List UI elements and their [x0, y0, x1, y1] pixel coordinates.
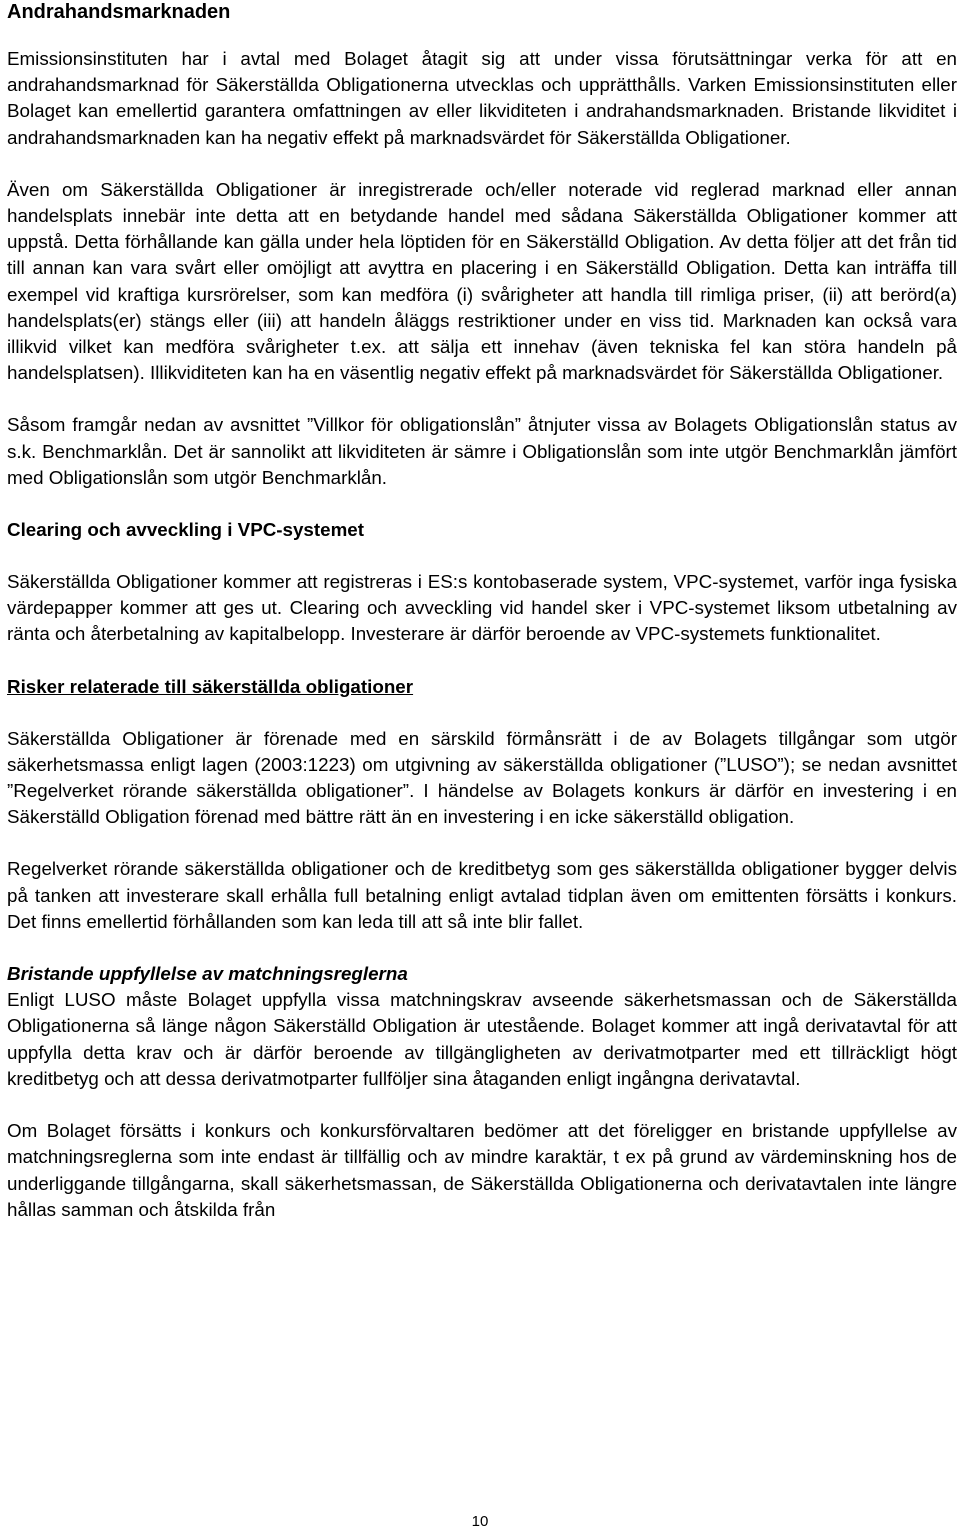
paragraph-matching-requirements: Enligt LUSO måste Bolaget uppfylla vissa matchningskrav avseende säkerhetsmassan och de Säkerställda Obligationerna så länge någon Säkerställd Obligation är utestående. Bolaget kommer att ingå derivatavtal för att uppfylla detta krav och är därför beroende av tillgängligheten av derivatmotparter med ett tillräckligt högt kreditbetyg och att dessa derivatmotparter fullföljer sina åtaganden enligt ingångna derivatavtal.	[7, 989, 957, 1089]
heading-matching-rules: Bristande uppfyllelse av matchningsreglerna	[7, 963, 408, 985]
heading-risks-covered-bonds: Risker relaterade till säkerställda obligationer	[7, 675, 414, 697]
page-number: 10	[471, 1513, 489, 1530]
document-page	[7, 0, 957, 1223]
paragraph-benchmark-loans: Såsom framgår nedan av avsnittet ”Villkor för obligationslån” åtnjuter vissa av Bolagets Obligationslån status av s.k. Benchmarklån. Det är sannolikt att likviditeten är sämre i Obligationslån som inte utgör Benchmarklån jämfört med Obligationslån som utgör Benchmarklån.	[7, 414, 957, 488]
paragraph-regulation-ratings: Regelverket rörande säkerställda obligationer och de kreditbetyg som ges säkerställda obligationer bygger delvis på tanken att investerare skall erhålla full betalning enligt avtalad tidplan även om emittenten försätts i konkurs. Det finns emellertid förhållanden som kan leda till att så inte blir fallet.	[7, 858, 957, 932]
paragraph-secondary-market-intro: Emissionsinstituten har i avtal med Bolaget åtagit sig att under vissa förutsättningar verka för att en andrahandsmarknad för Säkerställda Obligationerna utvecklas och upprätthålls. Varken Emissionsinstituten eller Bolaget kan emellertid garantera omfattningen av eller likviditeten i andrahandsmarknaden. Bristande likviditet i andrahandsmarknaden kan ha negativ effekt på marknadsvärdet för Säkerställda Obligationer.	[7, 48, 957, 148]
paragraph-clearing: Säkerställda Obligationer kommer att registreras i ES:s kontobaserade system, VPC-systemet, varför inga fysiska värdepapper kommer att ges ut. Clearing och avveckling vid handel sker i VPC-systemet liksom utbetalning av ränta och återbetalning av kapitalbelopp. Investerare är därför beroende av VPC-systemets funktionalitet.	[7, 571, 957, 645]
paragraph-secondary-market-liquidity: Även om Säkerställda Obligationer är inregistrerade och/eller noterade vid reglerad marknad eller annan handelsplats innebär inte detta att en betydande handel med sådana Säkerställda Obligationer kommer att uppstå. Detta förhållande kan gälla under hela löptiden för en Säkerställd Obligation. Av detta följer att det från tid till annan kan vara svårt eller omöjligt att avyttra en placering i en Säkerställd Obligation. Detta kan inträffa till exempel vid kraftiga kursrörelser, som kan medföra (i) svårigheter att handla till rimliga priser, (ii) att berörd(a) handelsplats(er) stängs eller (iii) att handeln åläggs restriktioner under en viss tid. Marknaden kan också vara illikvid vilket kan medföra svårigheter t.ex. att sälja ett innehav (även tekniska fel kan störa handeln på handelsplatsen). Illikviditeten kan ha en väsentlig negativ effekt på marknadsvärdet för Säkerställda Obligationer.	[7, 178, 957, 384]
paragraph-bankruptcy-matching: Om Bolaget försätts i konkurs och konkursförvaltaren bedömer att det föreligger en bristande uppfyllelse av matchningsreglerna som inte endast är tillfällig och av mindre karaktär, t ex på grund av värdeminskning hos de underliggande tillgångarna, skall säkerhetsmassan, de Säkerställda Obligationerna och derivatavtalen inte längre hållas samman och åtskilda från	[7, 1120, 957, 1220]
heading-clearing: Clearing och avveckling i VPC-systemet	[7, 519, 364, 541]
heading-andrahandsmarknaden: Andrahandsmarknaden	[7, 1, 231, 23]
paragraph-priority-right: Säkerställda Obligationer är förenade med en särskild förmånsrätt i de av Bolagets tillgångar som utgör säkerhetsmassa enligt lagen (2003:1223) om utgivning av säkerställda obligationer (”LUSO”); se nedan avsnittet ”Regelverket rörande säkerställda obligationer”. I händelse av Bolagets konkurs är därför en investering i en Säkerställd Obligation förenad med bättre rätt än en investering i en icke säkerställd obligation.	[7, 727, 957, 828]
